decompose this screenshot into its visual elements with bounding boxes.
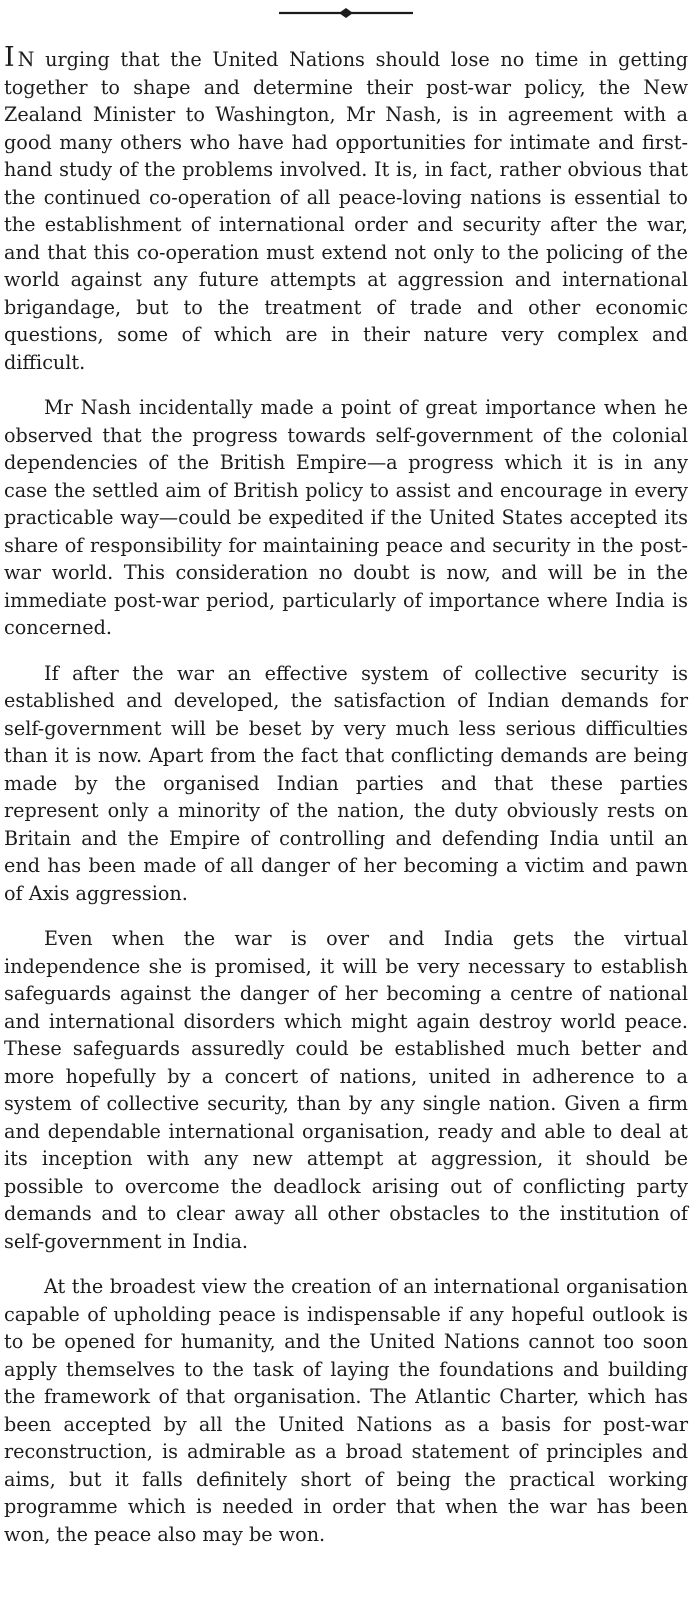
rule-ornament-icon <box>271 6 421 20</box>
drop-cap: I <box>4 42 15 73</box>
article-paragraph-2: Mr Nash incidentally made a point of great importance when he observed that the progress towards self-government of the colonial dependencies of the British Empire—a progress which it is in any case the settled aim of British policy to assist and encourage in every practicable way—could be expedited if the United States accepted its share of responsibility for maintaining peace and security in the post-war world. This consideration no doubt is now, and will be in the immediate post-war period, particularly of importance where India is concerned. <box>4 396 688 639</box>
article-paragraph-4: Even when the war is over and India gets the virtual independence she is promised, it will be very necessary to establish safeguards against the danger of her becoming a centre of national and international disorders which might again destroy world peace. These safeguards assuredly could be established much better and more hopefully by a concert of nations, united in adherence to a system of collective security, than by any single nation. Given a firm and dependable international organisation, ready and able to deal at its inception with any new attempt at aggression, it should be possible to overcome the deadlock arising out of conflicting party demands and to clear away all other obstacles to the institution of self-government in India. <box>4 927 688 1253</box>
article-paragraph-5: At the broadest view the creation of an international organisation capable of upholding peace is indispensable if any hopeful outlook is to be opened for humanity, and the United Nations cannot too soon apply themselves to the task of laying the foundations and building the framework of that organisation. The Atlantic Charter, which has been accepted by all the United Nations as a basis for post-war reconstruction, is admirable as a broad statement of principles and aims, but it falls definitely short of being the practical working programme which is needed in order that when the war has been won, the peace also may be won. <box>4 1275 688 1546</box>
lead-paragraph-text: N urging that the United Nations should lose no time in getting together to shape and determine their post-war policy, the New Zealand Minister to Washington, Mr Nash, is in agreement with a good many others who have had opportunities for intimate and first-hand study of the problems involved. It is, in fact, rather obvious that the continued co-operation of all peace-loving nations is essential to the establishment of international order and security after the war, and that this co-operation must extend not only to the policing of the world against any future attempts at aggression and international brigandage, but to the treatment of trade and other economic questions, some of which are in their nature very complex and difficult. <box>4 48 688 374</box>
article-paragraph-1 <box>4 42 688 376</box>
editorial-article <box>4 42 688 1548</box>
article-paragraph-3: If after the war an effective system of collective security is established and developed, the satisfaction of Indian demands for self-government will be beset by very much less serious difficulties than it is now. Apart from the fact that conflicting demands are being made by the organised Indian parties and that these parties represent only a minority of the nation, the duty obviously rests on Britain and the Empire of controlling and defending India until an end has been made of all danger of her becoming a victim and pawn of Axis aggression. <box>4 661 688 905</box>
